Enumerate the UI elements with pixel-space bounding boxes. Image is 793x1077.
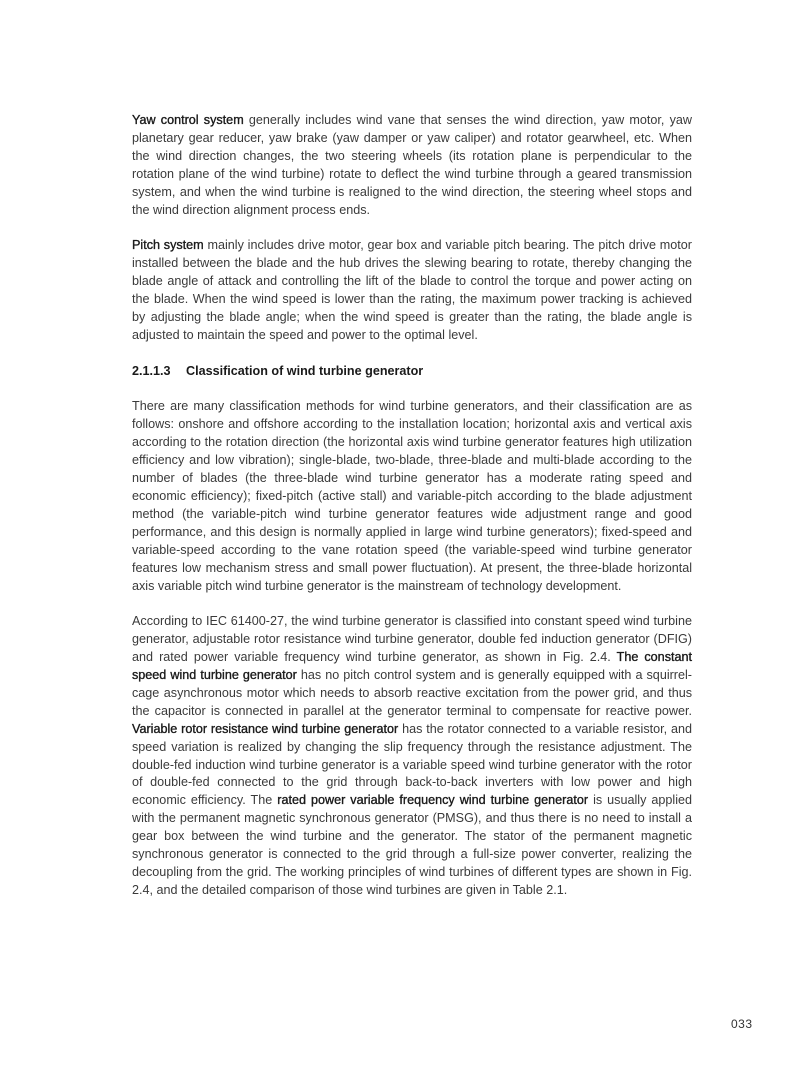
term-rated-power-variable-frequency-generator: rated power variable frequency wind turbine generator	[277, 793, 589, 808]
paragraph-text: generally includes wind vane that senses the wind direction, yaw motor, yaw planetary gear reducer, yaw brake (yaw damper or yaw caliper) and rotator gearwheel, etc. When the wind direction changes, the two steering wheels (its rotation plane is perpendicular to the rotation plane of the wind turbine) rotate to deflect the wind turbine through a geared transmission system, and when the wind turbine is realigned to the wind direction, the steering wheel stops and the wind direction alignment process ends.	[132, 113, 692, 217]
page-body	[132, 112, 692, 918]
paragraph-yaw-control-system	[132, 112, 692, 219]
section-number: 2.1.1.3	[132, 363, 171, 378]
paragraph-classification-methods	[132, 398, 692, 595]
section-heading	[132, 363, 692, 381]
paragraph-text: has the rotator connected to a variable resistor, and speed variation is realized by changing the slip frequency through the resistance adjustment. The double-fed induction wind turbine generator is a variable speed wind turbine generator with the rotor of double-fed connected to the grid through back-to-back inverters with low power and high economic efficiency. The	[132, 721, 692, 808]
term-yaw-control-system: Yaw control system	[132, 113, 244, 127]
section-title: Classification of wind turbine generator	[186, 363, 424, 378]
term-pitch-system: Pitch system	[132, 238, 204, 253]
paragraph-text: is usually applied with the permanent magnetic synchronous generator (PMSG), and thus there is no need to install a gear box between the wind turbine and the generator. The stator of the permanent magnetic synchronous generator is connected to the grid through a full-size power converter, realizing the decoupling from the grid. The working principles of wind turbines of different types are shown in Fig. 2.4, and the detailed comparison of those wind turbines are given in Table 2.1.	[132, 793, 693, 897]
paragraph-text: has no pitch control system and is generally equipped with a squirrel-cage asynchronous motor which needs to absorb reactive excitation from the power grid, and thus the capacitor is connected in parallel at the generator terminal to compensate for reactive power.	[132, 668, 692, 718]
paragraph-text: According to IEC 61400-27, the wind turbine generator is classified into constant speed wind turbine generator, adjustable rotor resistance wind turbine generator, double fed induction generator (DFIG) and rated power variable frequency wind turbine generator, as shown in Fig. 2.4.	[132, 614, 692, 665]
paragraph-iec-classification	[132, 613, 692, 900]
page-number: 033	[731, 1017, 753, 1031]
paragraph-text: mainly includes drive motor, gear box and variable pitch bearing. The pitch drive motor installed between the blade and the hub drives the slewing bearing to rotate, thereby changing the blade angle of attack and controlling the lift of the blade to control the torque and power acting on the blade. When the wind speed is lower than the rating, the maximum power tracking is achieved by adjusting the blade angle; when the wind speed is greater than the rating, the blade angle is adjusted to maintain the speed and power to the optimal level.	[132, 238, 692, 342]
term-constant-speed-generator: The constant speed wind turbine generator	[132, 650, 692, 683]
term-variable-rotor-resistance-generator: Variable rotor resistance wind turbine generator	[132, 721, 399, 736]
paragraph-text: There are many classification methods for wind turbine generators, and their classification are as follows: onshore and offshore according to the installation location; horizontal axis and vertical axis according to the rotation direction (the horizontal axis wind turbine generator features high utilization efficiency and low vibration); single-blade, two-blade, three-blade and multi-blade according to the number of blades (the three-blade wind turbine generator has a moderate rating speed and economic efficiency); fixed-pitch (active stall) and variable-pitch according to the blade adjustment method (the variable-pitch wind turbine generator features wide adjustment range and good performance, and this design is normally applied in large wind turbine generators); fixed-speed and variable-speed according to the vane rotation speed (the variable-speed wind turbine generator features low mechanism stress and small power fluctuation). At present, the three-blade horizontal axis variable pitch wind turbine generator is the mainstream of technology development.	[132, 399, 692, 593]
paragraph-pitch-system	[132, 237, 692, 344]
